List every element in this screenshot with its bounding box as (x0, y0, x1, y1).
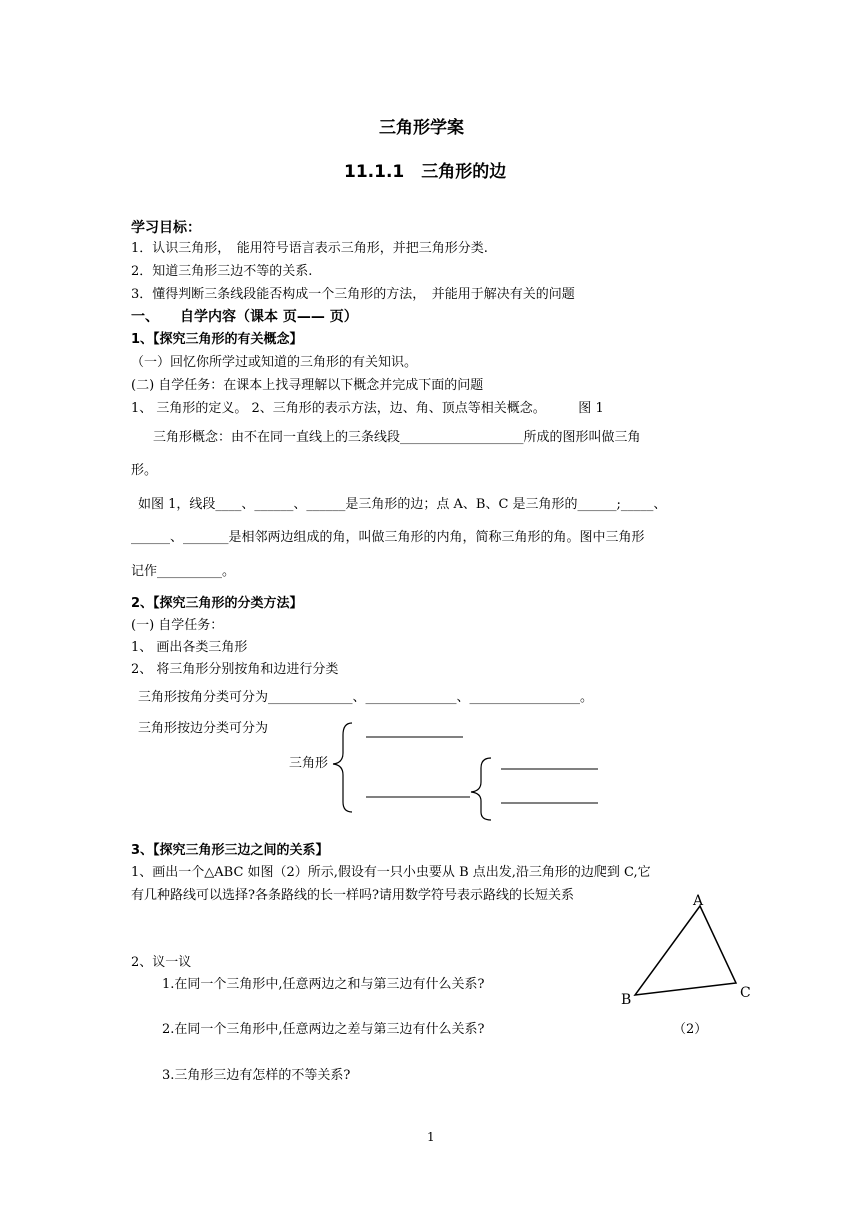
outer-brace (333, 723, 352, 812)
part-2-line-1: (一) 自学任务： (131, 618, 224, 633)
triangle-label: 三角形 (289, 756, 329, 771)
discuss-heading: 2、议一议 (131, 955, 192, 970)
part-2-heading: 2、【探究三角形的分类方法】 (131, 596, 303, 611)
question-1: 1.在同一个三角形中,任意两边之和与第三边有什么关系? (162, 977, 485, 992)
part-1-line-1: （一）回忆你所学过或知道的三角形的有关知识。 (131, 355, 418, 370)
doc-subtitle: 11.1.1 三角形的边 (344, 162, 507, 182)
concept-line-1: 三角形概念：由不在同一直线上的三条线段___________________所成的图形叫做三角 (153, 430, 641, 445)
question-3: 3.三角形三边有怎样的不等关系? (162, 1068, 351, 1083)
figure-1-line-1: 如图 1，线段____、______、______是三角形的边；点 A、B、C 是三角形的______;_____、 (138, 497, 667, 512)
figure-1-line-3: 记作__________。 (131, 564, 236, 579)
part-1-heading: 1、【探究三角形的有关概念】 (131, 332, 303, 347)
goal-3: 3．懂得判断三条线段能否构成一个三角形的方法， 并能用于解决有关的问题 (131, 287, 575, 302)
vertex-a-label: A (693, 893, 704, 909)
triangle-abc (635, 906, 736, 995)
doc-title: 三角形学案 (379, 118, 464, 138)
part-2-line-3: 2、 将三角形分别按角和边进行分类 (131, 662, 339, 677)
part-2-line-2: 1、 画出各类三角形 (131, 640, 248, 655)
vertex-b-label: B (621, 992, 632, 1008)
part-3-line-2: 有几种路线可以选择?各条路线的长一样吗?请用数学符号表示路线的长短关系 (131, 888, 574, 903)
vertex-c-label: C (740, 985, 751, 1001)
goals-heading: 学习目标： (131, 220, 201, 236)
section-1-heading: 一、 自学内容（课本 页—— 页） (131, 309, 358, 325)
side-classification-label: 三角形按边分类可分为 (138, 721, 269, 736)
part-1-line-2: (二) 自学任务：在课本上找寻理解以下概念并完成下面的问题 (131, 378, 484, 393)
inner-brace (471, 758, 491, 820)
part-3-line-1: 1、画出一个△ABC 如图（2）所示,假设有一只小虫要从 B 点出发,沿三角形的边爬到 C,它 (131, 865, 651, 880)
question-2: 2.在同一个三角形中,任意两边之差与第三边有什么关系? (162, 1022, 485, 1037)
goal-2: 2．知道三角形三边不等的关系. (131, 264, 313, 279)
page-number: 1 (427, 1130, 435, 1144)
part-1-line-3: 1、 三角形的定义。 2、三角形的表示方法，边、角、顶点等相关概念。 图 1 (131, 401, 604, 416)
concept-line-2: 形。 (131, 463, 158, 478)
goal-1: 1．认识三角形， 能用符号语言表示三角形，并把三角形分类. (131, 241, 488, 256)
figure-1-line-2: ______、_______是相邻两边组成的角，叫做三角形的内角，简称三角形的角。图中三角形 (131, 530, 645, 545)
angle-classification: 三角形按角分类可分为_____________、______________、_________________。 (138, 690, 594, 705)
figure-2-caption: （2） (673, 1022, 708, 1037)
part-3-heading: 3、【探究三角形三边之间的关系】 (131, 843, 329, 858)
